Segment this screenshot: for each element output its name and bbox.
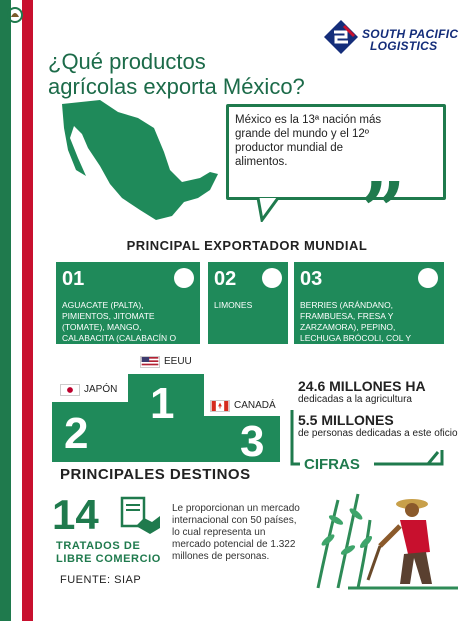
card-number: 02 xyxy=(214,268,237,290)
stat-1-label: dedicadas a la agricultura xyxy=(298,394,412,405)
card-number: 03 xyxy=(300,268,323,290)
berries-icon xyxy=(418,268,438,288)
mexico-map-icon xyxy=(60,98,220,224)
usa-flag-icon xyxy=(140,356,160,368)
treaties-label-line-2: LIBRE COMERCIO xyxy=(56,553,161,565)
card-text: BERRIES (ARÁNDANO, FRAMBUESA, FRESA Y ZARZAMORA), PEPINO, LECHUGA BRÓCOLI, COL Y COLIFLOR xyxy=(300,300,411,354)
title-line-1: ¿Qué productos xyxy=(48,48,206,74)
card-text: LIMONES xyxy=(214,300,253,310)
source-note: FUENTE: SIAP xyxy=(60,574,142,586)
destination-third-country: CANADÁ xyxy=(234,400,276,411)
quote-frame-pointer xyxy=(256,196,286,222)
stat-2-label: de personas dedicadas a este oficio xyxy=(298,428,458,439)
quote-marks: „ xyxy=(362,121,407,212)
japan-flag-icon xyxy=(60,384,80,396)
lemon-icon xyxy=(262,268,282,288)
quote-text: México es la 13ª nación más grande del mundo y el 12º productor mundial de alimentos. xyxy=(235,114,382,168)
stat-1-value: 24.6 MILLONES HA xyxy=(298,378,426,394)
card-number: 01 xyxy=(62,268,85,290)
handshake-contract-icon xyxy=(118,496,162,536)
company-logo xyxy=(322,14,462,64)
flag-stripe-red xyxy=(22,0,33,621)
podium-rank-3: 3 xyxy=(240,417,265,466)
stat-2-value: 5.5 MILLONES xyxy=(298,412,394,428)
treaties-label xyxy=(56,540,161,566)
flag-stripe-white xyxy=(11,0,22,621)
destinations-heading: PRINCIPALES DESTINOS xyxy=(60,466,251,483)
title-line-2: agrícolas exporta México? xyxy=(48,73,305,99)
page-title xyxy=(48,49,328,99)
logo-line-1: SOUTH PACIFIC xyxy=(362,27,459,41)
logo-text xyxy=(362,28,458,52)
export-card-2 xyxy=(208,262,288,344)
avocado-icon xyxy=(174,268,194,288)
farmer-illustration-icon xyxy=(308,480,468,590)
podium-rank-1: 1 xyxy=(150,379,175,428)
podium-rank-2: 2 xyxy=(64,409,89,458)
card-text: AGUACATE (PALTA), PIMIENTOS, JITOMATE (TOMATE), MANGO, CALABACITA (CALABACÍN O ZAPALLITO), Y ESPÁRRAGOS xyxy=(62,300,182,354)
export-card-3 xyxy=(294,262,444,354)
logo-mark-icon xyxy=(322,18,360,56)
logo-line-2: LOGISTICS xyxy=(370,39,438,53)
treaties-number: 14 xyxy=(52,491,99,538)
destination-second-country: JAPÓN xyxy=(84,384,118,395)
destination-first-country: EEUU xyxy=(164,356,192,367)
canada-flag-icon xyxy=(210,400,230,412)
treaties-text: Le proporcionan un mercado internacional con 50 países, lo cual representa un mercado potencial de 1.322 millones de personas. xyxy=(172,503,300,562)
figures-label: CIFRAS xyxy=(304,456,360,473)
flag-stripe-green xyxy=(0,0,11,621)
mexico-coat-of-arms-icon xyxy=(5,5,25,25)
exporter-heading: PRINCIPAL EXPORTADOR MUNDIAL xyxy=(126,238,368,253)
export-card-1 xyxy=(56,262,200,354)
treaties-label-line-1: TRATADOS DE xyxy=(56,540,141,552)
